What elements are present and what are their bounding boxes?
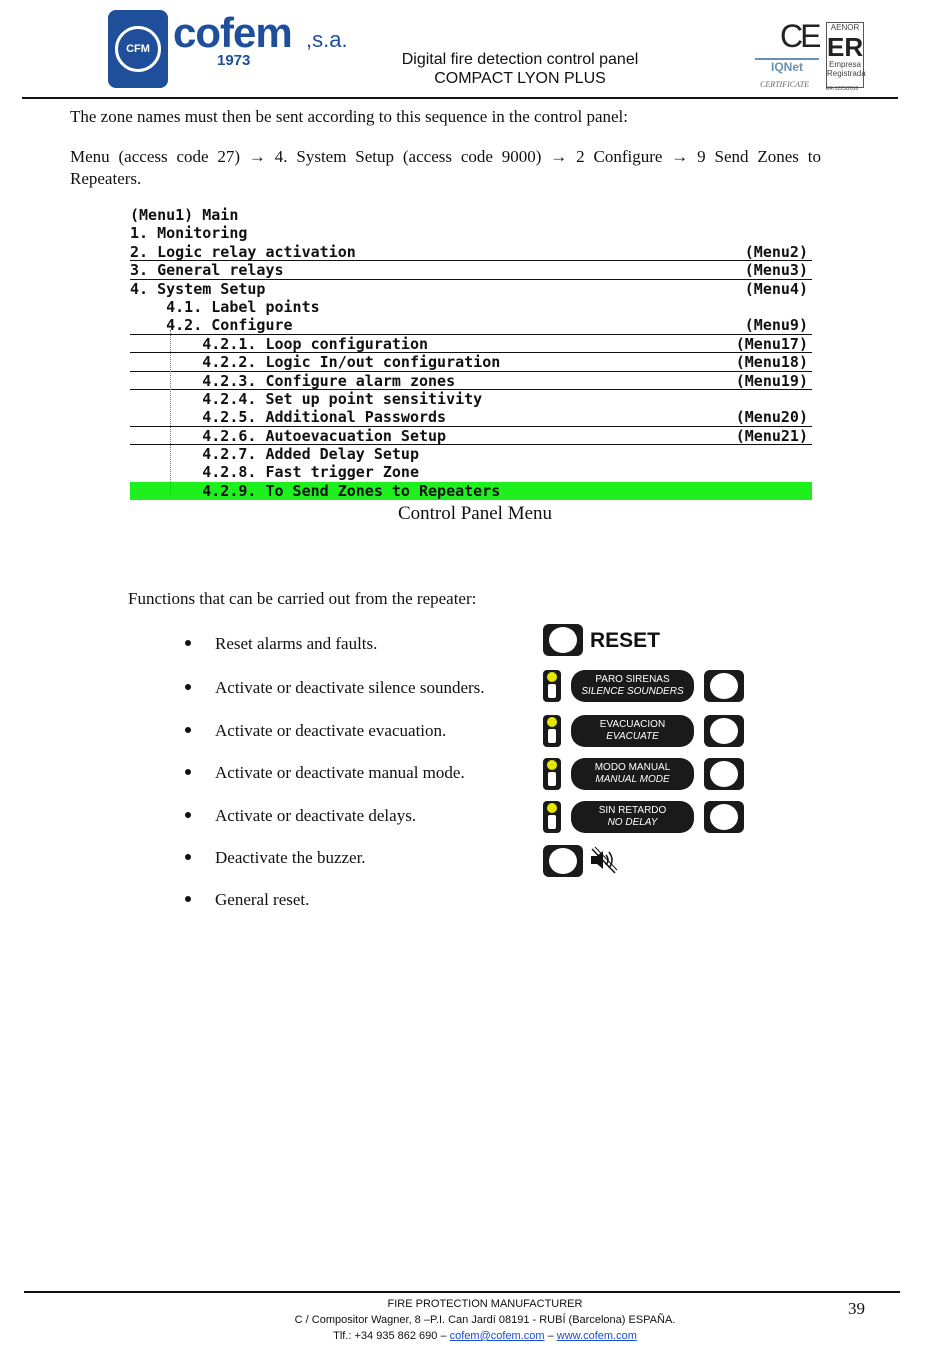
aenor-mark: ER <box>827 32 864 62</box>
footer-phone: Tlf.: +34 935 862 690 – <box>333 1330 450 1342</box>
aenor-top: AENOR <box>830 23 860 32</box>
menu-line: 4.2.3. Configure alarm zones (Menu19) <box>130 372 812 390</box>
sequence-line2: Repeaters. <box>70 169 142 188</box>
list-item: Reset alarms and faults. <box>185 633 377 654</box>
menu-line: (Menu1) Main <box>130 206 239 224</box>
functions-intro: Functions that can be carried out from the repeater: <box>128 589 477 608</box>
iqnet-caption: CERTIFICATE <box>760 80 810 89</box>
bullet-icon <box>185 727 191 733</box>
buzzer-button[interactable] <box>543 845 583 877</box>
footer-line1: FIRE PROTECTION MANUFACTURER <box>387 1298 583 1310</box>
menu-line: 4.2.6. Autoevacuation Setup (Menu21) <box>130 427 812 445</box>
menu-line: 4.2. Configure (Menu9) <box>130 316 812 334</box>
bullet-icon <box>185 769 191 775</box>
menu-line: 4.2.8. Fast trigger Zone <box>130 463 419 482</box>
no-delay-led-icon <box>543 801 561 833</box>
menu-line: 3. General relays (Menu3) <box>130 261 812 279</box>
button-circle-icon <box>549 627 577 653</box>
list-item: Activate or deactivate manual mode. <box>185 762 465 783</box>
no-delay-label: SIN RETARDO NO DELAY <box>571 801 694 833</box>
footer-address: C / Compositor Wagner, 8 –P.I. Can Jardí 08191 - RUBÍ (Barcelona) ESPAÑA. <box>294 1314 676 1326</box>
list-item: Activate or deactivate evacuation. <box>185 720 446 741</box>
menu-line: 4.1. Label points <box>130 297 320 316</box>
menu-line: 4. System Setup (Menu4) <box>130 279 808 298</box>
figure-caption: Control Panel Menu <box>397 503 553 524</box>
company-logo <box>108 10 168 88</box>
reset-label: RESET <box>590 629 661 652</box>
evacuate-label: EVACUACION EVACUATE <box>571 715 694 747</box>
sequence-line1: Menu (access code 27) → 4. System Setup (access code 9000) → 2 Configure → 9 Send Zones to <box>70 147 821 166</box>
buzzer-mute-icon <box>588 845 618 875</box>
footer-contact: Tlf.: +34 935 862 690 – cofem@cofem.com – www.cofem.com <box>333 1330 637 1342</box>
menu-line: 4.2.5. Additional Passwords (Menu20) <box>130 408 812 426</box>
header-divider <box>22 97 898 99</box>
aenor-sub1: Empresa <box>828 60 861 69</box>
intro-paragraph: The zone names must then be sent according to this sequence in the control panel: <box>70 107 628 126</box>
evacuate-led-icon <box>543 715 561 747</box>
list-item: Activate or deactivate delays. <box>185 805 416 826</box>
reset-button[interactable] <box>543 624 583 656</box>
aenor-sub2: Registrada <box>827 69 866 78</box>
menu-line: 4.2.2. Logic In/out configuration (Menu18) <box>130 353 812 371</box>
logo-wordmark: cofem <box>173 9 292 56</box>
iqnet-logo: IQNet <box>755 58 819 74</box>
button-circle-icon <box>710 673 738 699</box>
evacuate-button[interactable] <box>704 715 744 747</box>
page-number: 39 <box>848 1299 865 1318</box>
menu-tree-guide <box>170 330 171 496</box>
logo-year: 1973 <box>217 52 251 69</box>
bullet-icon <box>185 896 191 902</box>
menu-line: 2. Logic relay activation (Menu2) <box>130 243 812 261</box>
website-link[interactable]: www.cofem.com <box>556 1330 637 1342</box>
logo-suffix: ,s.a. <box>306 27 348 52</box>
menu-line: 1. Monitoring <box>130 224 248 243</box>
email-link[interactable]: cofem@cofem.com <box>449 1330 545 1342</box>
silence-led-icon <box>543 670 561 702</box>
menu-line: 4.2.7. Added Delay Setup <box>130 445 419 464</box>
button-circle-icon <box>710 804 738 830</box>
button-circle-icon <box>710 761 738 787</box>
bullet-icon <box>185 854 191 860</box>
manual-mode-led-icon <box>543 758 561 790</box>
aenor-code: ER-1225/2010 <box>826 86 859 92</box>
document-title <box>380 50 660 88</box>
bullet-icon <box>185 640 191 646</box>
menu-line: 4.2.1. Loop configuration (Menu17) <box>130 335 812 353</box>
logo-emblem: CFM <box>115 26 161 72</box>
bullet-icon <box>185 684 191 690</box>
control-panel-menu <box>130 206 812 500</box>
menu-line-highlighted: 4.2.9. To Send Zones to Repeaters <box>130 482 812 500</box>
manual-mode-button[interactable] <box>704 758 744 790</box>
no-delay-button[interactable] <box>704 801 744 833</box>
ce-mark-icon: CE <box>780 18 819 54</box>
document-title-line1: Digital fire detection control panel <box>401 51 639 68</box>
list-item: General reset. <box>185 889 309 910</box>
list-item: Deactivate the buzzer. <box>185 847 366 868</box>
aenor-logo <box>826 22 864 88</box>
menu-line: 4.2.4. Set up point sensitivity <box>130 389 483 408</box>
footer-divider <box>24 1291 900 1293</box>
document-title-line2: COMPACT LYON PLUS <box>434 70 606 87</box>
bullet-icon <box>185 812 191 818</box>
silence-sounders-button[interactable] <box>704 670 744 702</box>
button-circle-icon <box>710 718 738 744</box>
button-circle-icon <box>549 848 577 874</box>
manual-mode-label: MODO MANUAL MANUAL MODE <box>571 758 694 790</box>
silence-sounders-label: PARO SIRENAS SILENCE SOUNDERS <box>571 670 694 702</box>
list-item: Activate or deactivate silence sounders. <box>185 677 485 698</box>
